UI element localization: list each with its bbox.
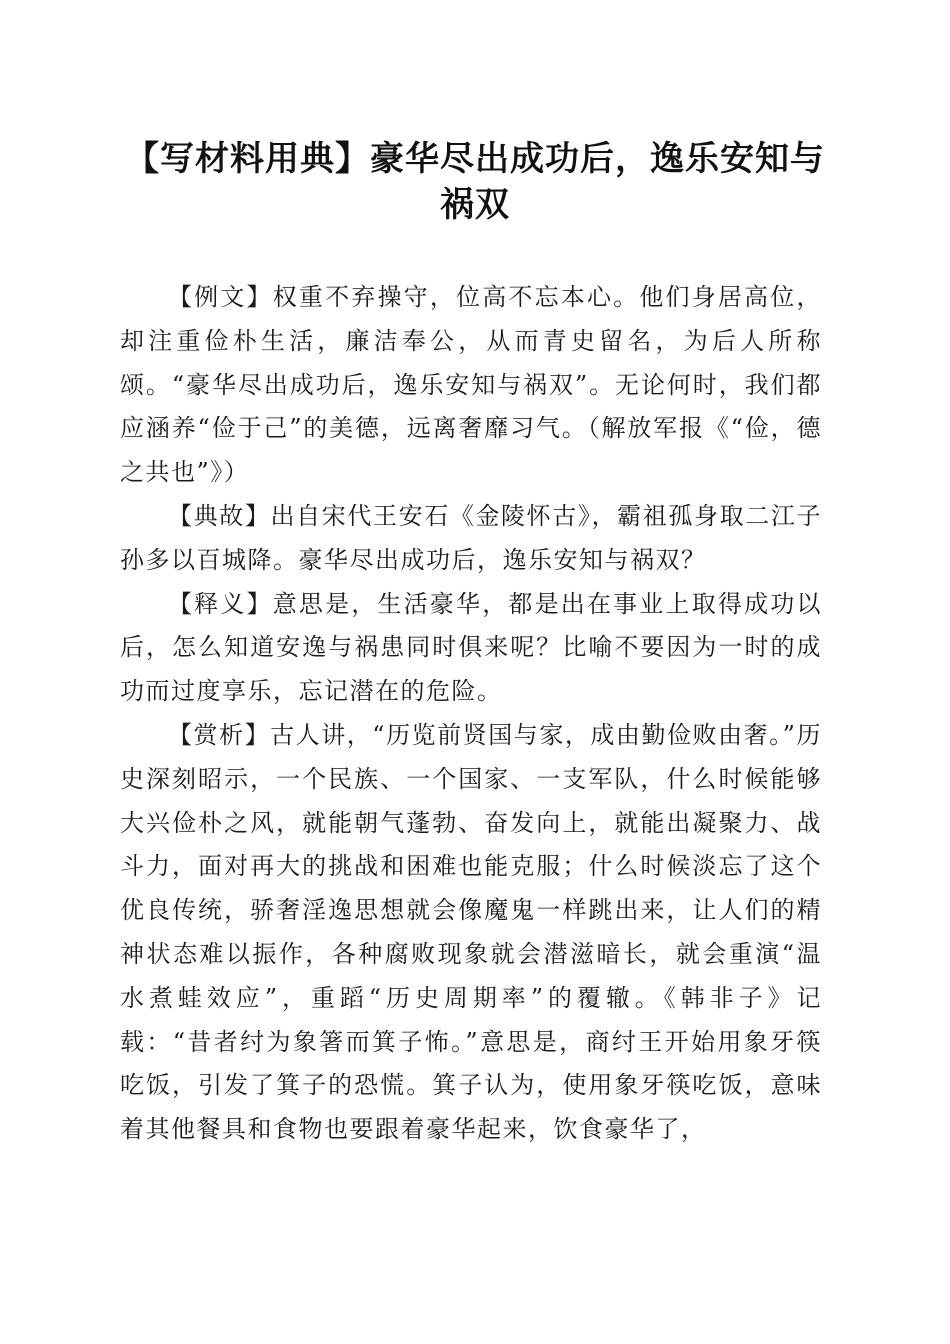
paragraph-allusion: 【典故】出自宋代王安石《金陵怀古》，霸祖孤身取二江子孙多以百城降。豪华尽出成功后，逸乐安知与祸双？ [120,501,822,574]
document-title: 【写材料用典】豪华尽出成功后，逸乐安知与祸双 [125,139,825,225]
document-body [120,276,822,1152]
paragraph-example: 【例文】权重不弃操守，位高不忘本心。他们身居高位，却注重俭朴生活，廉洁奉公，从而青史留名，为后人所称颂。“豪华尽出成功后，逸乐安知与祸双”。无论何时，我们都应涵养“俭于己”的美德，远离奢靡习气。（解放军报《“俭，德之共也”》） [120,283,822,487]
paragraph-appreciation: 【赏析】古人讲，“历览前贤国与家，成由勤俭败由奢。”历史深刻昭示，一个民族、一个国家、一支军队，什么时候能够大兴俭朴之风，就能朝气蓬勃、奋发向上，就能出凝聚力、战斗力，面对再大的挑战和困难也能克服；什么时候淡忘了这个优良传统，骄奢淫逸思想就会像魔鬼一样跳出来，让人们的精神状态难以振作，各种腐败现象就会潜滋暗长，就会重演“温水煮蛙效应”，重蹈“历史周期率”的覆辙。《韩非子》记载：“昔者纣为象箸而箕子怖。”意思是，商纣王开始用象牙筷吃饭，引发了箕子的恐慌。箕子认为，使用象牙筷吃饭，意味着其他餐具和食物也要跟着豪华起来，饮食豪华了， [120,720,822,1144]
paragraph-interpretation: 【释义】意思是，生活豪华，都是出在事业上取得成功以后，怎么知道安逸与祸患同时俱来呢？比喻不要因为一时的成功而过度享乐，忘记潜在的危险。 [120,589,822,706]
